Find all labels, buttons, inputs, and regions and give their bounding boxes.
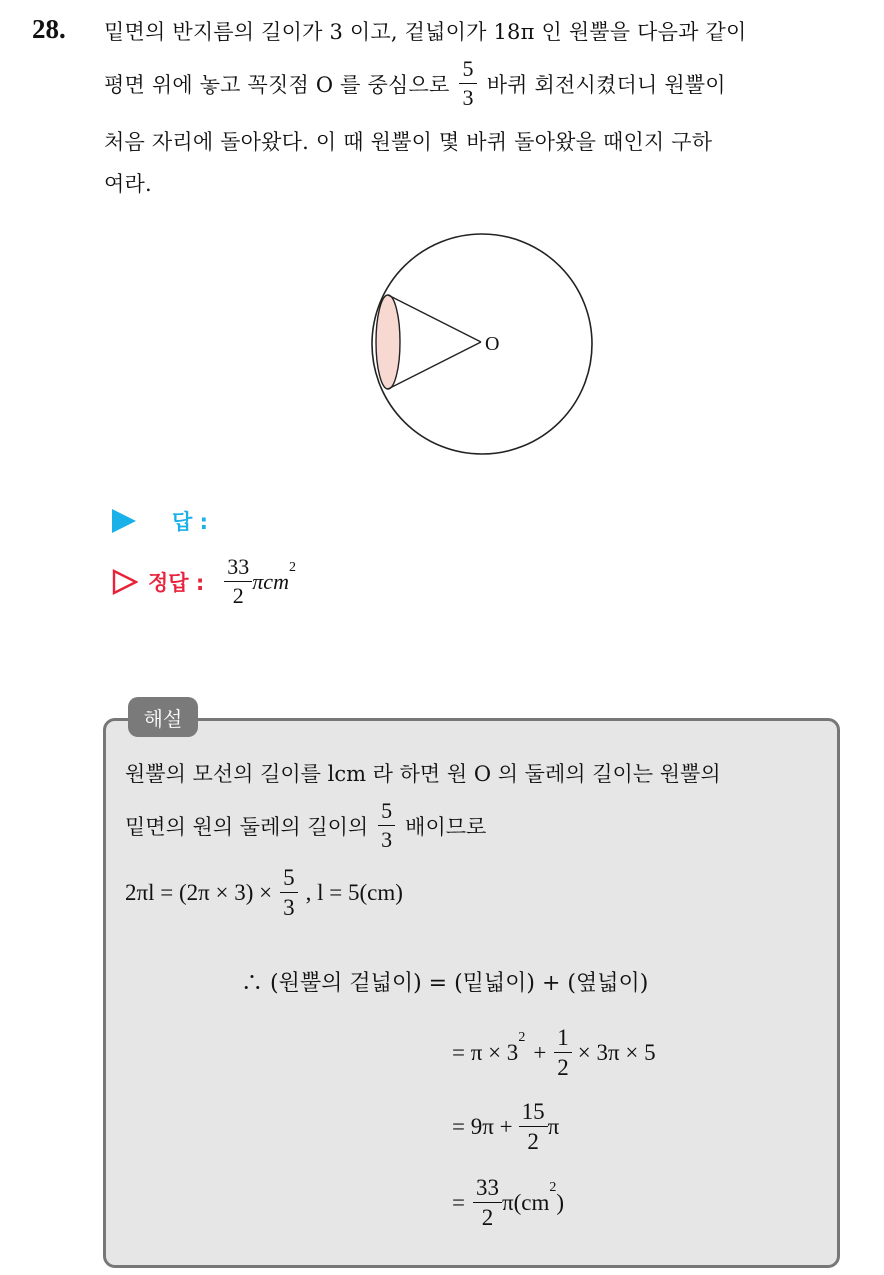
correct-answer-unit: πcm <box>252 568 289 594</box>
solution-equation-2: ∴ (원뿔의 겉넓이) = (밑넓이) + (옆넓이) <box>241 971 649 996</box>
equation-3-plus: + <box>533 1039 547 1065</box>
equation-3-fraction <box>554 1026 572 1079</box>
equation-4-numerator: 15 <box>519 1100 548 1127</box>
solution-line-2-before: 밑면의 원의 둘레의 길이의 <box>125 814 369 839</box>
correct-answer-arrow-icon <box>112 569 138 595</box>
solution-equation-1 <box>125 866 403 919</box>
correct-answer-value <box>224 556 296 607</box>
cone-rotation-figure <box>360 228 600 464</box>
question-line-2-before: 평면 위에 놓고 꼭짓점 O 를 중심으로 <box>104 72 450 97</box>
solution-line-2-numerator: 5 <box>378 800 395 826</box>
question-line-2-after: 바퀴 회전시켰더니 원뿔이 <box>486 72 726 97</box>
answer-blank-row <box>112 506 208 536</box>
equation-5-exponent: 2 <box>549 1180 557 1195</box>
solution-line-2-fraction <box>378 800 395 851</box>
outer-circle <box>372 234 592 454</box>
solution-line-2 <box>125 800 486 851</box>
equation-3-numerator: 1 <box>554 1026 572 1053</box>
correct-answer-denominator: 2 <box>232 583 244 608</box>
question-line-1: 밑면의 반지름의 길이가 3 이고, 겉넓이가 18π 인 원뿔을 다음과 같이 <box>104 20 747 44</box>
question-fraction-denominator: 3 <box>462 85 474 110</box>
equation-4-denominator: 2 <box>527 1129 539 1154</box>
equation-1-left: 2πl = (2π × 3) × <box>125 879 273 905</box>
question-fraction <box>459 58 476 109</box>
correct-answer-numerator: 33 <box>224 556 252 582</box>
equation-4-part-a: = 9π + <box>452 1113 513 1139</box>
equation-1-fraction <box>280 866 298 919</box>
equation-5-fraction <box>473 1176 502 1229</box>
equation-3-denominator: 2 <box>557 1055 569 1080</box>
equation-4-fraction <box>519 1100 548 1153</box>
answer-blank-label: 답 : <box>172 510 208 534</box>
equation-5-denominator: 2 <box>481 1205 494 1230</box>
point-o-label: O <box>485 333 500 355</box>
solution-line-2-denominator: 3 <box>381 827 393 852</box>
equation-5-numerator: 33 <box>473 1176 502 1203</box>
equation-5-equals: = <box>452 1189 465 1215</box>
question-line-3: 처음 자리에 돌아왔다. 이 때 원뿔이 몇 바퀴 돌아왔을 때인지 구하 <box>104 130 713 154</box>
equation-1-numerator: 5 <box>280 866 298 893</box>
equation-5-part-b: π(cm <box>501 1189 550 1215</box>
equation-3-part-a: = π × 3 <box>452 1039 519 1065</box>
solution-tag: 해설 <box>128 697 198 737</box>
equation-1-denominator: 3 <box>283 895 295 920</box>
equation-5-close-paren: ) <box>556 1189 565 1215</box>
equation-3-exponent: 2 <box>518 1030 526 1045</box>
cone-base-ellipse <box>376 295 400 389</box>
equation-3-part-c: × 3π × 5 <box>577 1039 656 1065</box>
equation-4-part-b: π <box>547 1113 560 1139</box>
solution-equation-5 <box>452 1176 564 1229</box>
correct-answer-label: 정답 : <box>148 570 205 595</box>
correct-answer-row <box>112 556 296 607</box>
question-number: 28. <box>32 14 66 44</box>
solution-equation-4 <box>452 1100 559 1153</box>
correct-answer-fraction <box>224 556 252 607</box>
solution-equation-3 <box>452 1026 656 1079</box>
equation-1-right: , l = 5(cm) <box>305 879 403 905</box>
question-line-4: 여라. <box>104 172 152 196</box>
question-fraction-numerator: 5 <box>459 58 476 84</box>
correct-answer-exponent: 2 <box>288 560 296 575</box>
solution-line-1: 원뿔의 모선의 길이를 lcm 라 하면 원 O 의 둘레의 길이는 원뿔의 <box>125 762 721 786</box>
answer-arrow-icon <box>112 509 136 533</box>
question-line-2 <box>104 58 726 109</box>
solution-line-2-after: 배이므로 <box>405 814 487 839</box>
